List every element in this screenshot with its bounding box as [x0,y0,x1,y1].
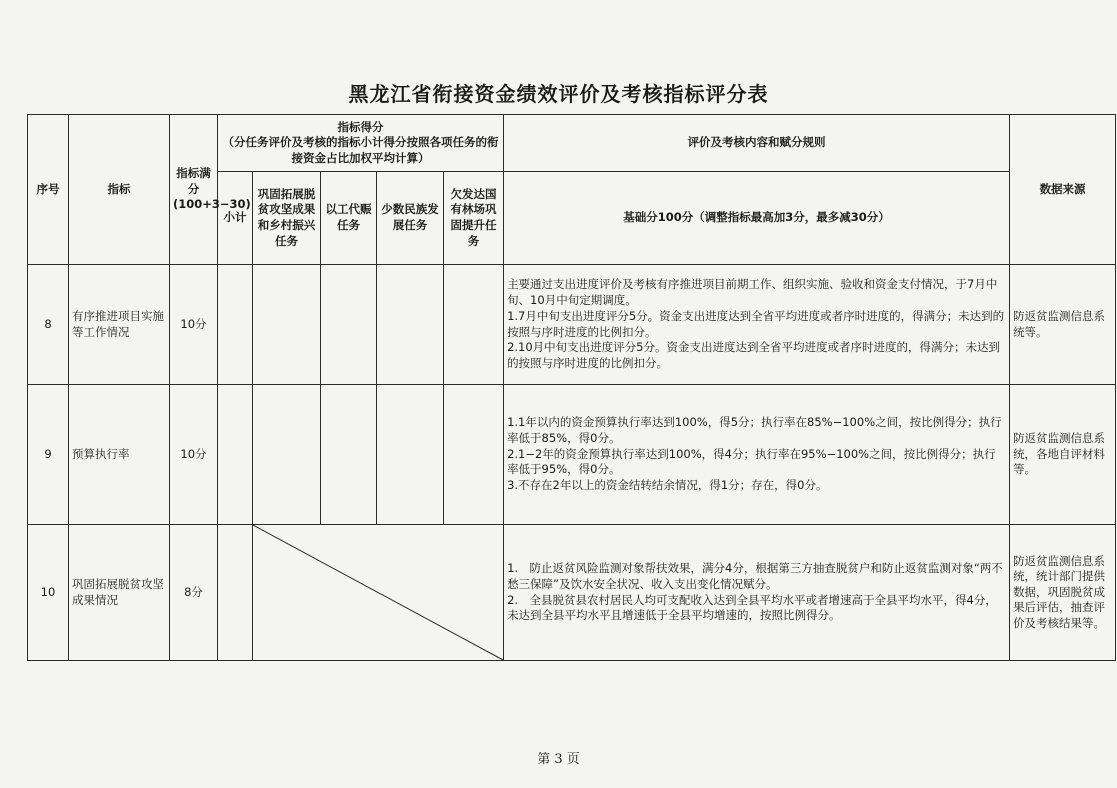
rule-line: 1. 防止返贫风险监测对象帮扶效果，满分4分，根据第三方抽查脱贫户和防止返贫监测对象“两不愁三保障”及饮水安全状况、收入支出变化情况赋分。 [507,560,1003,591]
row-source: 防返贫监测信息系统，各地自评材料等。 [1010,385,1116,525]
header-rules-title: 评价及考核内容和赋分规则 [504,115,1010,172]
diagonal-strike [253,525,503,660]
row-source: 防返贫监测信息系统，统计部门提供数据，巩固脱贫成果后评估，抽查评价及考核结果等。 [1010,525,1116,661]
header-task-ethnic: 少数民族发展任务 [377,172,444,265]
row-rules [504,525,1010,661]
row-seq: 10 [28,525,69,661]
cell-subtotal [218,385,253,525]
rule-line: 1.1年以内的资金预算执行率达到100%，得5分；执行率在85%−100%之间，按比例得分；执行率低于85%，得0分。 [507,414,1002,445]
header-score-group-note: （分任务评价及考核的指标小计得分按照各项任务的衔接资金占比加权平均计算） [222,135,499,165]
cell-task-work-relief [321,385,377,525]
row-score: 8分 [170,525,218,661]
cell-task-forest-farm [444,265,504,385]
cell-task-work-relief [321,265,377,385]
header-score-group-title: 指标得分 [337,119,384,134]
header-task-forest-farm: 欠发达国有林场巩固提升任务 [444,172,504,265]
score-table [27,114,1116,661]
row-indicator: 有序推进项目实施等工作情况 [69,265,170,385]
header-row-1 [28,115,1116,172]
table-row [28,525,1116,661]
header-score-group [218,115,504,172]
cell-task-consolidate [253,265,321,385]
header-task-work-relief: 以工代赈任务 [321,172,377,265]
row-seq: 9 [28,385,69,525]
rule-line: 2.1−2年的资金预算执行率达到100%，得4分；执行率在95%−100%之间，按比例得分；执行率低于95%，得0分。 [507,446,996,477]
cell-task-forest-farm [444,385,504,525]
rule-line: 2.10月中旬支出进度评分5分。资金支出进度达到全省平均进度或者序时进度的，得满分；未达到的按照与序时进度的比例扣分。 [507,340,1000,371]
header-subtotal: 小计 [218,172,253,265]
header-seq: 序号 [28,115,69,265]
header-task-consolidate: 巩固拓展脱贫攻坚成果和乡村振兴任务 [253,172,321,265]
row-rules [504,385,1010,525]
header-data-source: 数据来源 [1010,115,1116,265]
table-row [28,385,1116,525]
cell-subtotal [218,525,253,661]
row-rules [504,265,1010,385]
cell-subtotal [218,265,253,385]
cell-task-consolidate [253,385,321,525]
rule-line: 1.7月中旬支出进度评分5分。资金支出进度达到全省平均进度或者序时进度的，得满分；未达到的按照与序时进度的比例扣分。 [507,308,1005,339]
row-indicator: 巩固拓展脱贫攻坚成果情况 [69,525,170,661]
header-full-score: 指标满分(100+3−30) [170,115,218,265]
not-applicable-cell [253,525,504,661]
header-indicator: 指标 [69,115,170,265]
row-score: 10分 [170,385,218,525]
rule-line: 3.不存在2年以上的资金结转结余情况，得1分；存在，得0分。 [507,478,828,493]
row-indicator: 预算执行率 [69,385,170,525]
table-row [28,265,1116,385]
row-seq: 8 [28,265,69,385]
header-rules-basis: 基础分100分（调整指标最高加3分，最多减30分） [504,172,1010,265]
rule-line: 2. 全县脱贫县农村居民人均可支配收入达到全县平均水平或者增速高于全县平均水平，得4分，未达到全县平均水平且增速低于全县平均增速的，按照比例得分。 [507,592,997,623]
cell-task-ethnic [377,385,444,525]
cell-task-ethnic [377,265,444,385]
page-number: 第 3 页 [537,752,580,767]
row-source: 防返贫监测信息系统等。 [1010,265,1116,385]
page-title: 黑龙江省衔接资金绩效评价及考核指标评分表 [348,82,769,106]
row-score: 10分 [170,265,218,385]
rule-line: 主要通过支出进度评价及考核有序推进项目前期工作、组织实施、验收和资金支付情况，于7月中旬、10月中旬定期调度。 [507,276,998,307]
